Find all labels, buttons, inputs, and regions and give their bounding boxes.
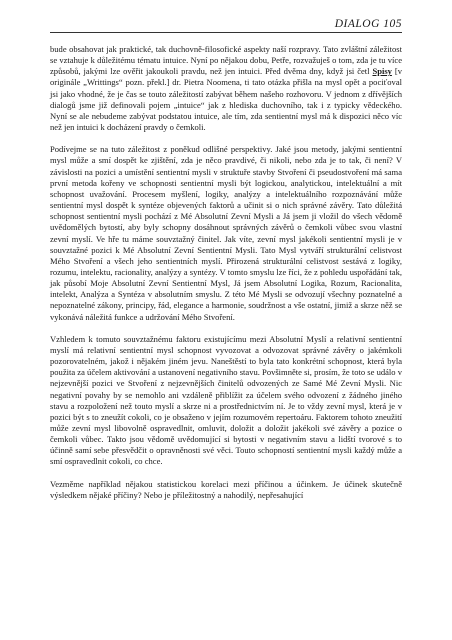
paragraph-3: Vzhledem k tomuto souvztažnému faktoru existujícímu mezi Absolutní Myslí a relativní sentientní myslí má relativní sentientní mysl schopnost vyvozovat a odvozovat správné závěry o jakémkoli pozorovatelném, jakož i nějakém jiném jevu. Naneštěstí to byla tato konkrétní schopnost, která byla použita za účelem aktivování a ustanovení negativního stavu. Povšimněte si, prosím, že toto se událo v nejzevnější pozici ve Stvoření z nejzevnějších činitelů odvozených ze Samé Mé Zevní Mysli. Nic negativní povahy by se nemohlo ani vzdáleně přiblížit za účelem svého odvození z žádného jiného stavu a rozpoložení než touto myslí a skrze ni a prostřednictvím ní. Je to vždy zevní mysl, která je v pozici být s to zneužít cokoli, co je obsaženo v jejím rozumovém repertoáru. Faktorem tohoto zneužití může zevní mysl libovolně ospravedlnit, omluvit, doložit a doložit jakékoli své závěry a pozice o čemkoli vůbec. Takto jsou vědomě uvědomující si bytosti v negativním stavu a lidští tvorové s to účinně samí sebe přesvědčit o opravněnosti své věci. Touto schopností sentientní mysli každý může a smí ospravedlnit cokoli, co chce.	[50, 333, 402, 467]
paragraph-2: Podívejme se na tuto záležitost z poněkud odlišné perspektivy. Jaké jsou metody, jakými sentientní mysl může a smí dospět ke zjištění, zda je něco pravdivé, či nikoli, nebo zda je to tak, či není? V závislosti na pozici a umístění sentientní mysli v struktuře stavby Stvoření či pseudostvoření má sama první metoda kořeny ve schopnosti sentientní mysli být logickou, analytickou, intelektuální a mít schopnost uvažování. Procesem myšlení, logiky, analýzy a intelektuálního rozpoznávání může sentientní mysl dospět k syntéze objevených faktorů a učinit si o nich správné závěry. Tato důležitá schopnost sentientní mysli pochází z Mé Absolutní Zevní Mysli a Já jsem ji vložil do všech vědomě uvědomělých bytostí, aby byly schopny dosáhnout správných závěrů o čemkoli vůbec svou vlastní zevní myslí. Ve hře tu máme souvztažný činitel. Jak víte, zevní mysl jakékoli sentientní mysli je v souvztažné pozici k Mé Absolutní Zevní Sentientní Mysli. Tato Mysl vytváří strukturální celistvost Mého Stvoření a všech jeho sentientních myslí. Přirozená strukturální celistvost sestává z logiky, rozumu, intelektu, racionality, analýzy a syntézy. V tomto smyslu lze říci, že z pohledu uspořádání tak, jak působí Moje Absolutní Zevní Sentientní Mysl, Já jsem Absolutní Logika, Rozum, Racionalita, intelekt, Analýza a Syntéza v absolutním smyslu. Z této Mé Mysli se odvozují všechny poznatelné a nepoznatelné zákony, principy, řád, elegance a harmonie, soudržnost a vše ostatní, jimiž a skrze něž se vykonává náležitá funkce a udržování Mého Stvoření.	[50, 144, 402, 322]
spisy-link[interactable]: Spisy	[372, 66, 392, 77]
paragraph-4: Vezměme například nějakou statistickou korelaci mezi příčinou a účinkem. Je účinek skutečně výsledkem nějaké příčiny? Nebo je příležitostný a nahodilý, nepřesahující	[50, 478, 402, 500]
body-text	[50, 44, 402, 501]
paragraph-1-text-b: [v originále „Writtings“ pozn. překl.] dr. Pietra Noomena, ti tato otázka přišla na mysl opět a pociťoval jsi jako vhodné, že je čas se touto záležitostí zabývat během našeho rozhovoru. V jednom z dřívějších dialogů jsme již definovali pojem „intuice“ jak z hlediska duchovního, tak i z typicky vědeckého. Nyní se ale nebudeme zabývat podstatou intuice, ale tím, zda sentientní mysl má k dispozici něco víc než jen intuici k docházení pravdy o čemkoli.	[50, 66, 402, 133]
paragraph-1	[50, 44, 402, 133]
header-title: DIALOG 105	[334, 18, 402, 30]
paragraph-1-text-a: bude obsahovat jak praktické, tak duchovně-filosofické aspekty naší rozpravy. Tato zvláštní záležitost se vztahuje k důležitému tématu intuice. Nyní po nějakou dobu, Petře, rozvažuješ o tom, zda je tu více způsobů, jakými lze ověřit jakoukoli pravdu, než jen intuici. Před dvěma dny, když jsi četl	[50, 44, 402, 77]
running-header	[50, 18, 402, 33]
